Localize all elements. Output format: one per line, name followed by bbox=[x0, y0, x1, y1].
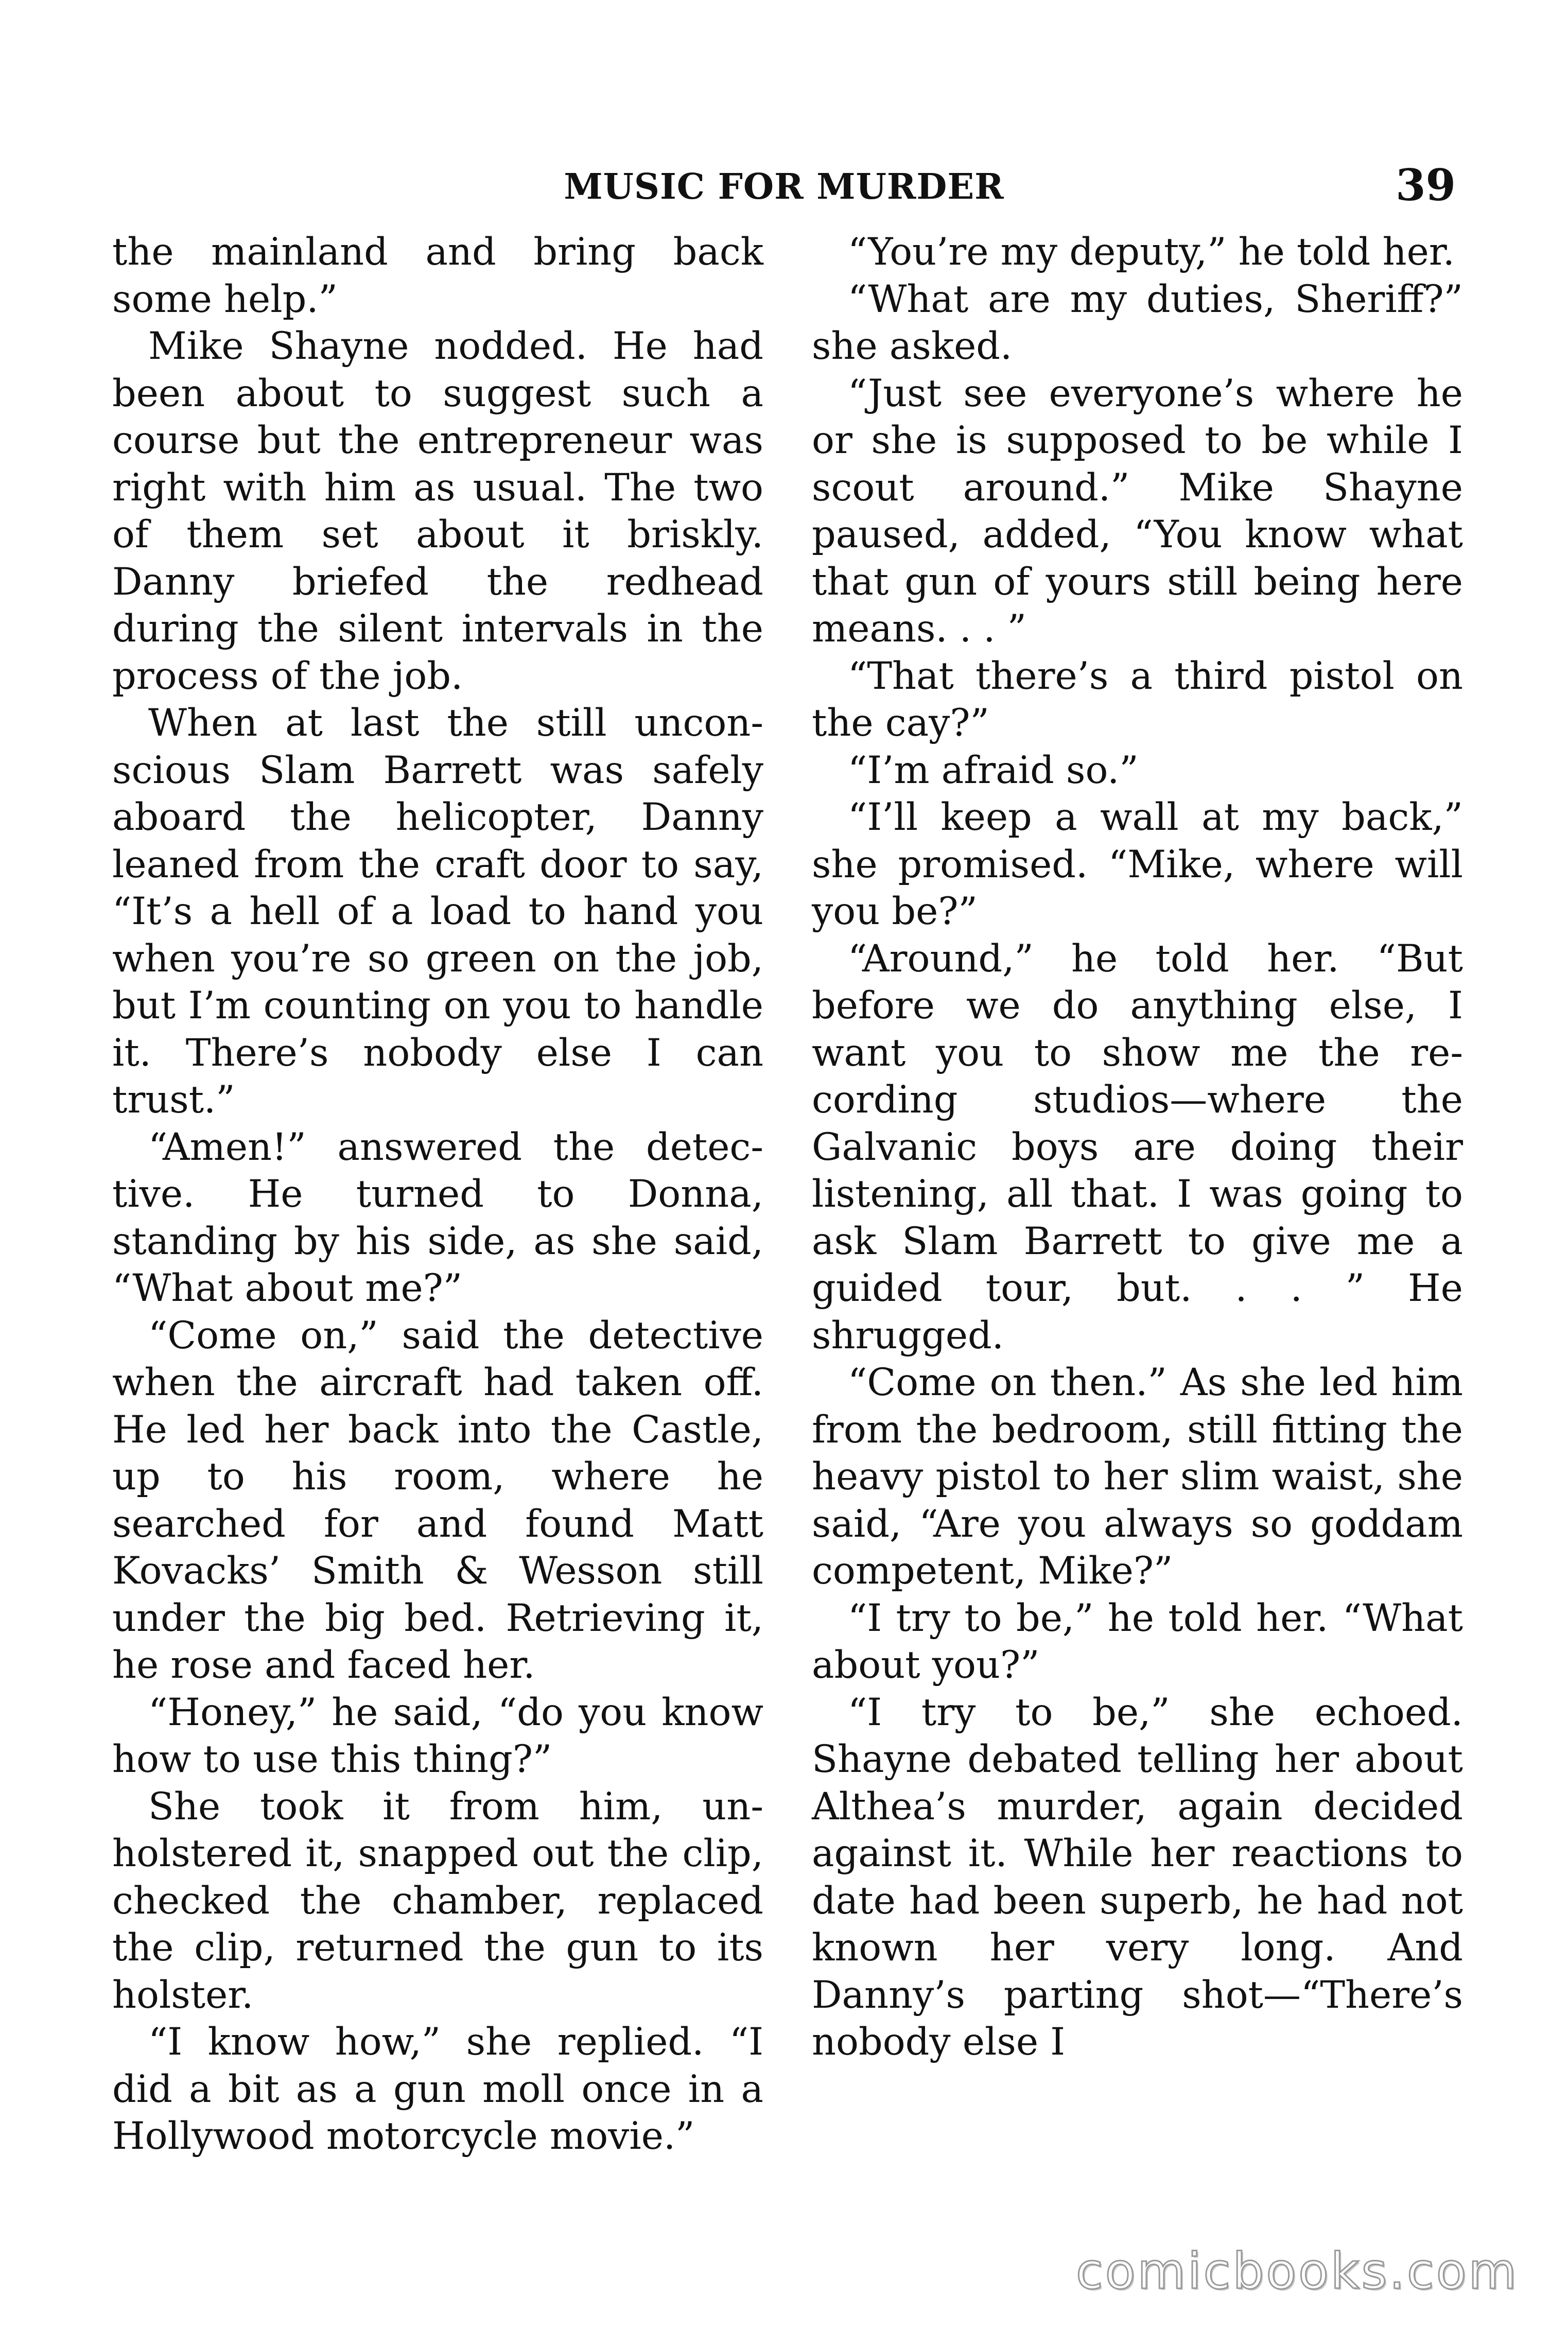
paragraph: “I’ll keep a wall at my back,” she promised. “Mike, where will you be?” bbox=[812, 795, 1463, 933]
paragraph: “Come on,” said the detective when the aircraft had taken off. He led her back into the Castle, up to his room, where he searched for and found Matt Kovacks’ Smith & Wesson still under the big bed. Retrieving it, he rose and faced her. bbox=[112, 1313, 763, 1687]
paragraph: “I know how,” she replied. “I did a bit as a gun moll once in a Hollywood motorcycle movie.” bbox=[112, 2020, 763, 2158]
left-column bbox=[112, 229, 763, 2160]
paragraph: “I’m afraid so.” bbox=[848, 748, 1139, 792]
paragraph: “That there’s a third pistol on the cay?” bbox=[812, 654, 1463, 745]
paragraph: She took it from him, unholstered it, snapped out the clip, checked the chamber, replaced the clip, returned the gun to its holster. bbox=[112, 1784, 763, 2017]
paragraph: “What are my duties, Sheriff?” she asked. bbox=[812, 277, 1463, 368]
paragraph: “Amen!” answered the detective. He turned to Donna, standing by his side, as she said, “What about me?” bbox=[112, 1125, 763, 1310]
watermark-logo: comicbooks.com bbox=[1075, 2242, 1519, 2300]
paragraph: “Come on then.” As she led him from the bedroom, still fitting the heavy pistol to her slim waist, she said, “Are you always so goddam competent, Mike?” bbox=[812, 1361, 1463, 1593]
paragraph: the mainland and bring back some help.” bbox=[112, 230, 763, 321]
page-number: 39 bbox=[1396, 160, 1456, 211]
paragraph: “You’re my deputy,” he told her. bbox=[848, 230, 1455, 274]
right-column bbox=[812, 229, 1463, 2066]
paragraph: “I try to be,” he told her. “What about you?” bbox=[812, 1596, 1463, 1687]
paragraph: “I try to be,” she echoed. Shayne debated telling her about Althea’s murder, again decided against it. While her reactions to date had been superb, he had not known her very long. And Danny’s parting shot—“There’s nobody else I bbox=[812, 1690, 1463, 2064]
paragraph: Mike Shayne nodded. He had been about to suggest such a course but the entrepreneur was right with him as usual. The two of them set about it briskly. Danny briefed the redhead during the silent intervals in the process of the job. bbox=[112, 324, 763, 698]
paragraph: When at last the still unconscious Slam Barrett was safely aboard the helicopter, Danny leaned from the craft door to say, “It’s a hell of a load to hand you when you’re so green on the job, but I’m counting on you to handle it. There’s nobody else I can trust.” bbox=[112, 701, 763, 1122]
running-title: MUSIC FOR MURDER bbox=[564, 166, 1004, 207]
paragraph: “Honey,” he said, “do you know how to use this thing?” bbox=[112, 1690, 763, 1781]
paragraph: “Just see everyone’s where he or she is supposed to be while I scout around.” Mike Shayne paused, added, “You know what that gun of yours still being here means. . . ” bbox=[812, 371, 1463, 651]
paragraph: “Around,” he told her. “But before we do anything else, I want you to show me the recording studios—where the Galvanic boys are doing their listening, all that. I was going to ask Slam Barrett to give me a guided tour, but. . . ” He shrugged. bbox=[812, 936, 1463, 1358]
